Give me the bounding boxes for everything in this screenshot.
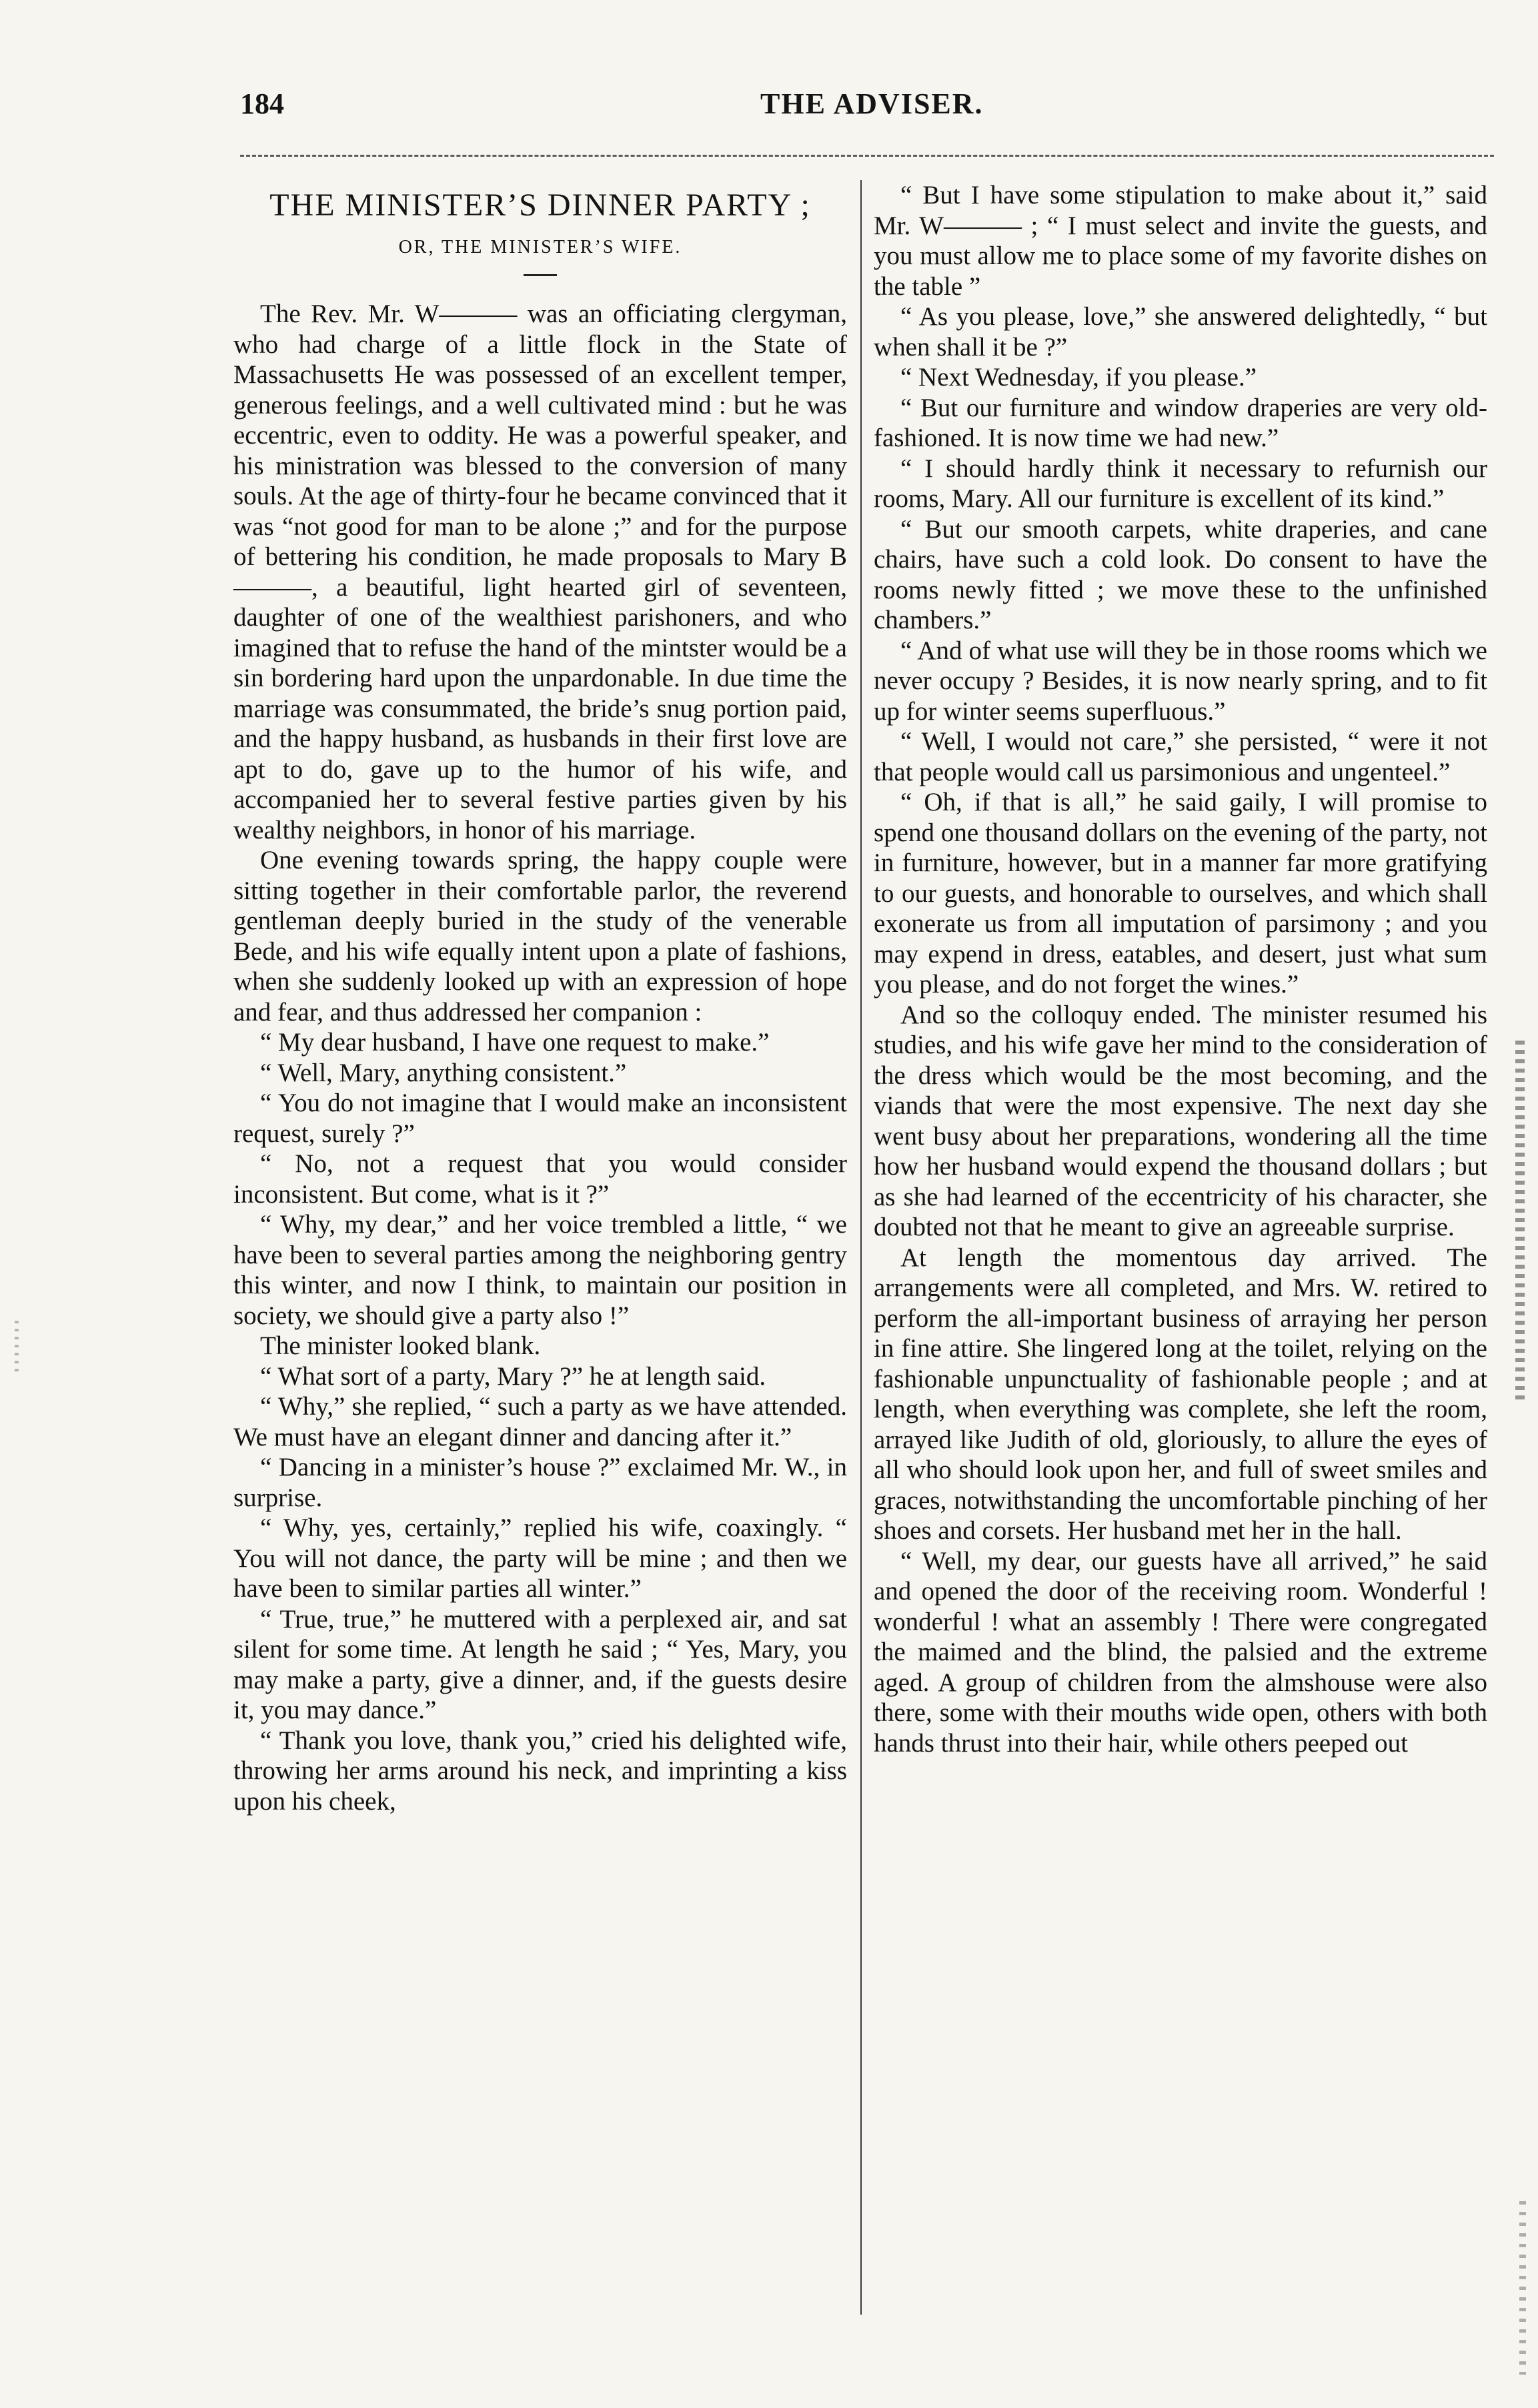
page-number: 184	[240, 87, 284, 120]
paragraph: “ My dear husband, I have one request to make.”	[260, 1028, 770, 1057]
paragraph: One evening towards spring, the happy couple were sitting together in their comfortable parlor, the reverend gentleman deeply buried in the study of the venerable Bede, and his wife equally intent upon a plate of fashions, when she suddenly looked up with an expression of hope and fear, and thus addressed her companion :	[233, 846, 847, 1027]
paragraph: “ Why, my dear,” and her voice trembled a little, “ we have been to several parties among the neighboring gentry this winter, and now I think, to maintain our position in society, we should give a party also !”	[233, 1210, 847, 1330]
paragraph: The Rev. Mr. W——— was an officiating clergyman, who had charge of a little flock in the State of Massachusetts He was possessed of an excellent temper, generous feelings, and a well cultivated mind : but he was eccentric, even to oddity. He was a powerful speaker, and his ministration was blessed to the conversion of many souls. At the age of thirty-four he became convinced that it was “not good for man to be alone ;” and for the purpose of bettering his condition, he made proposals to Mary B———, a beautiful, light hearted girl of seventeen, daughter of one of the wealthiest parishoners, and who imagined that to refuse the hand of the mintster would be a sin bordering hard upon the unpardonable. In due time the marriage was consummated, the bride’s snug portion paid, and the happy husband, as husbands in their first love are apt to do, gave up to the humor of his wife, and accompanied her to several festive parties given by his wealthy neighbors, in honor of his marriage.	[233, 299, 847, 844]
right-column	[874, 180, 1487, 1758]
paragraph: “ Why, yes, certainly,” replied his wife, coaxingly. “ You will not dance, the party will be mine ; and then we have been to similar parties all winter.”	[233, 1514, 847, 1603]
title-dash	[524, 274, 557, 276]
paragraph: “ No, not a request that you would consider inconsistent. But come, what is it ?”	[233, 1149, 847, 1209]
paragraph: “ Well, I would not care,” she persisted, “ were it not that people would call us parsimonious and ungenteel.”	[874, 727, 1487, 786]
paragraph: “ What sort of a party, Mary ?” he at length said.	[260, 1361, 766, 1391]
article-subtitle: OR, THE MINISTER’S WIFE.	[398, 237, 682, 257]
paragraph: “ And of what use will they be in those rooms which we never occupy ? Besides, it is now nearly spring, and to fit up for winter seems superfluous.”	[874, 636, 1487, 726]
paragraph: “ I should hardly think it necessary to refurnish our rooms, Mary. All our furniture is excellent of its kind.”	[874, 454, 1487, 513]
paragraph: “ Why,” she replied, “ such a party as we have attended. We must have an elegant dinner and dancing after it.”	[233, 1392, 847, 1451]
header-rule	[240, 155, 1494, 157]
page-edge-artifact	[1515, 1041, 1525, 1401]
paragraph: “ But I have some stipulation to make about it,” said Mr. W——— ; “ I must select and invite the guests, and you must allow me to place some of my favorite dishes on the table ”	[874, 181, 1487, 301]
article-title: THE MINISTER’S DINNER PARTY ;	[269, 187, 811, 223]
margin-mark	[15, 1321, 19, 1374]
running-head: THE ADVISER.	[760, 87, 984, 120]
paragraph: “ Thank you love, thank you,” cried his delighted wife, throwing her arms around his neck, and imprinting a kiss upon his cheek,	[233, 1726, 847, 1816]
paragraph: “ True, true,” he muttered with a perplexed air, and sat silent for some time. At length he said ; “ Yes, Mary, you may make a party, give a dinner, and, if the guests desire it, you may dance.”	[233, 1604, 847, 1724]
paragraph: “ But our smooth carpets, white draperies, and cane chairs, have such a cold look. Do consent to have the rooms newly fitted ; we move these to the unfinished chambers.”	[874, 514, 1487, 634]
paragraph: At length the momentous day arrived. The arrangements were all completed, and Mrs. W. retired to perform the all-important business of arraying her person in fine attire. She lingered long at the toilet, relying on the fashionable unpunctuality of fashionable people ; and at length, when everything was complete, she left the room, arrayed like Judith of old, gloriously, to allure the eyes of all who should look upon her, and full of sweet smiles and graces, notwithstanding the uncomfortable pinching of her shoes and corsets. Her husband met her in the hall.	[874, 1243, 1487, 1545]
left-column	[233, 180, 847, 1816]
paragraph: The minister looked blank.	[260, 1331, 541, 1360]
paragraph: “ Dancing in a minister’s house ?” exclaimed Mr. W., in surprise.	[233, 1453, 847, 1512]
paragraph: “ But our furniture and window draperies are very old-fashioned. It is now time we had new.”	[874, 393, 1487, 452]
page-edge-artifact	[1519, 2201, 1526, 2375]
paragraph: And so the colloquy ended. The minister resumed his studies, and his wife gave her mind to the consideration of the dress which would be the most becoming, and the viands that were the most expensive. The next day she went busy about her preparations, wondering all the time how her husband would expend the thousand dollars ; but as she had learned of the eccentricity of his character, she doubted not that he meant to give an agreeable surprise.	[874, 1000, 1487, 1241]
paragraph: “ Well, Mary, anything consistent.”	[260, 1058, 627, 1087]
paragraph: “ Next Wednesday, if you please.”	[900, 363, 1257, 392]
paragraph: “ You do not imagine that I would make an inconsistent request, surely ?”	[233, 1089, 847, 1148]
column-divider	[860, 180, 862, 2315]
page-header	[240, 87, 1494, 133]
paragraph: “ Oh, if that is all,” he said gaily, I will promise to spend one thousand dollars on the evening of the party, not in furniture, however, but in a manner far more gratifying to our guests, and honorable to ourselves, and which shall exonerate us from all imputation of parsimony ; and you may expend in dress, eatables, and desert, just what sum you please, and do not forget the wines.”	[874, 788, 1487, 999]
paragraph: “ As you please, love,” she answered delightedly, “ but when shall it be ?”	[874, 302, 1487, 362]
paragraph: “ Well, my dear, our guests have all arrived,” he said and opened the door of the receiving room. Wonderful ! wonderful ! what an assembly ! There were congregated the maimed and the blind, the palsied and the extreme aged. A group of children from the almshouse were also there, some with their mouths wide open, others with both hands thrust into their hair, while others peeped out	[874, 1546, 1487, 1758]
